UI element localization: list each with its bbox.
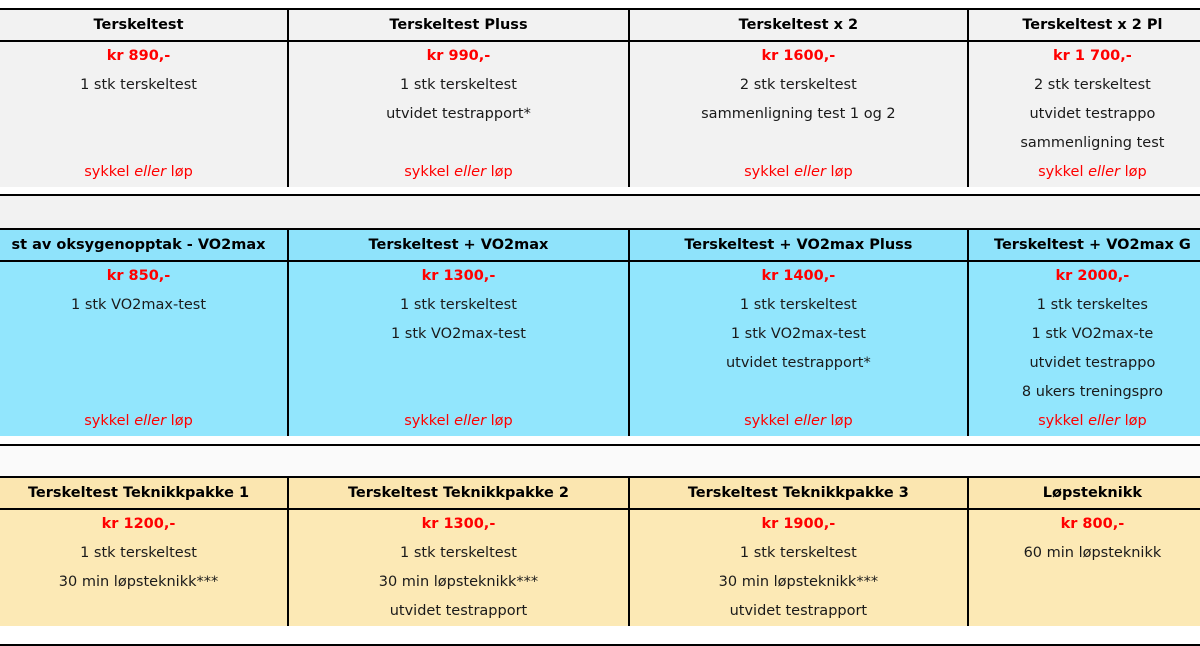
package-cell [0,42,287,187]
package-title: Terskeltest Pluss [287,10,628,40]
package-title: Løpsteknikk [967,478,1200,508]
package-price: kr 1200,- [101,516,176,532]
package-title: Terskeltest [0,10,287,40]
package-footnote: sykkel eller løp [404,413,513,429]
package-price: kr 1400,- [761,268,836,284]
package-cell [0,262,287,436]
package-cell [287,262,628,436]
package-footnote: sykkel eller løp [1038,164,1147,180]
package-price: kr 1900,- [761,516,836,532]
package-line: utvidet testrappo [1029,355,1156,371]
package-title: Terskeltest + VO2max Pluss [628,230,967,260]
package-title: Terskeltest + VO2max G [967,230,1200,260]
package-cell [967,262,1200,436]
package-line: 1 stk terskeltest [80,77,197,93]
package-line: 60 min løpsteknikk [1023,545,1162,561]
section-gap [0,196,1200,228]
package-line: utvidet testrapport [729,603,868,619]
package-cell [967,42,1200,187]
package-line: 1 stk terskeltest [400,545,517,561]
package-title: Terskeltest + VO2max [287,230,628,260]
package-line: 1 stk terskeltest [739,297,857,313]
package-line: 1 stk VO2max-test [70,297,207,313]
package-line: sammenligning test 1 og 2 [701,106,896,122]
package-line: 2 stk terskeltest [1033,77,1151,93]
package-title: Terskeltest x 2 Pl [967,10,1200,40]
price-table-terskeltest [0,8,1200,196]
package-price: kr 2000,- [1055,268,1130,284]
package-line: 1 stk terskeltes [1036,297,1148,313]
package-footnote: sykkel eller løp [84,413,193,429]
package-price: kr 1300,- [421,516,496,532]
package-footnote: sykkel eller løp [1038,413,1147,429]
package-price: kr 850,- [106,268,171,284]
package-line: 1 stk VO2max-te [1031,326,1154,342]
package-title: Terskeltest Teknikkpakke 1 [0,478,287,508]
package-cell [287,510,628,626]
package-line: 30 min løpsteknikk*** [378,574,539,590]
package-line: 1 stk VO2max-test [730,326,866,342]
package-price: kr 1300,- [421,268,496,284]
package-line: 8 ukers treningspro [1021,384,1163,400]
package-line: 1 stk terskeltest [400,297,517,313]
package-title: Terskeltest x 2 [628,10,967,40]
section-gap [0,446,1200,476]
price-table-vo2max [0,228,1200,446]
package-footnote: sykkel eller løp [404,164,513,180]
package-line: utvidet testrappo [1029,106,1156,122]
package-title: Terskeltest Teknikkpakke 2 [287,478,628,508]
package-line: 1 stk terskeltest [400,77,517,93]
package-line: 1 stk terskeltest [739,545,857,561]
package-footnote: sykkel eller løp [744,164,853,180]
package-cell [628,262,967,436]
package-title: Terskeltest Teknikkpakke 3 [628,478,967,508]
package-line: utvidet testrapport* [386,106,531,122]
package-price: kr 890,- [106,48,171,64]
package-title: st av oksygenopptak - VO2max [0,230,287,260]
package-cell [287,42,628,187]
package-line: utvidet testrapport* [725,355,871,371]
package-line: 30 min løpsteknikk*** [718,574,879,590]
package-line: 1 stk VO2max-test [390,326,526,342]
package-line: sammenligning test [1020,135,1165,151]
package-footnote: sykkel eller løp [744,413,853,429]
package-line: 2 stk terskeltest [739,77,857,93]
package-price: kr 1600,- [761,48,836,64]
package-footnote: sykkel eller løp [84,164,193,180]
package-line: 30 min løpsteknikk*** [58,574,219,590]
package-cell [628,42,967,187]
price-table-teknikk [0,476,1200,646]
package-line: utvidet testrapport [389,603,528,619]
package-cell [0,510,287,626]
package-price: kr 800,- [1060,516,1125,532]
package-cell [628,510,967,626]
package-line: 1 stk terskeltest [80,545,197,561]
package-price: kr 990,- [426,48,491,64]
package-cell [967,510,1200,626]
package-price: kr 1 700,- [1053,48,1132,64]
